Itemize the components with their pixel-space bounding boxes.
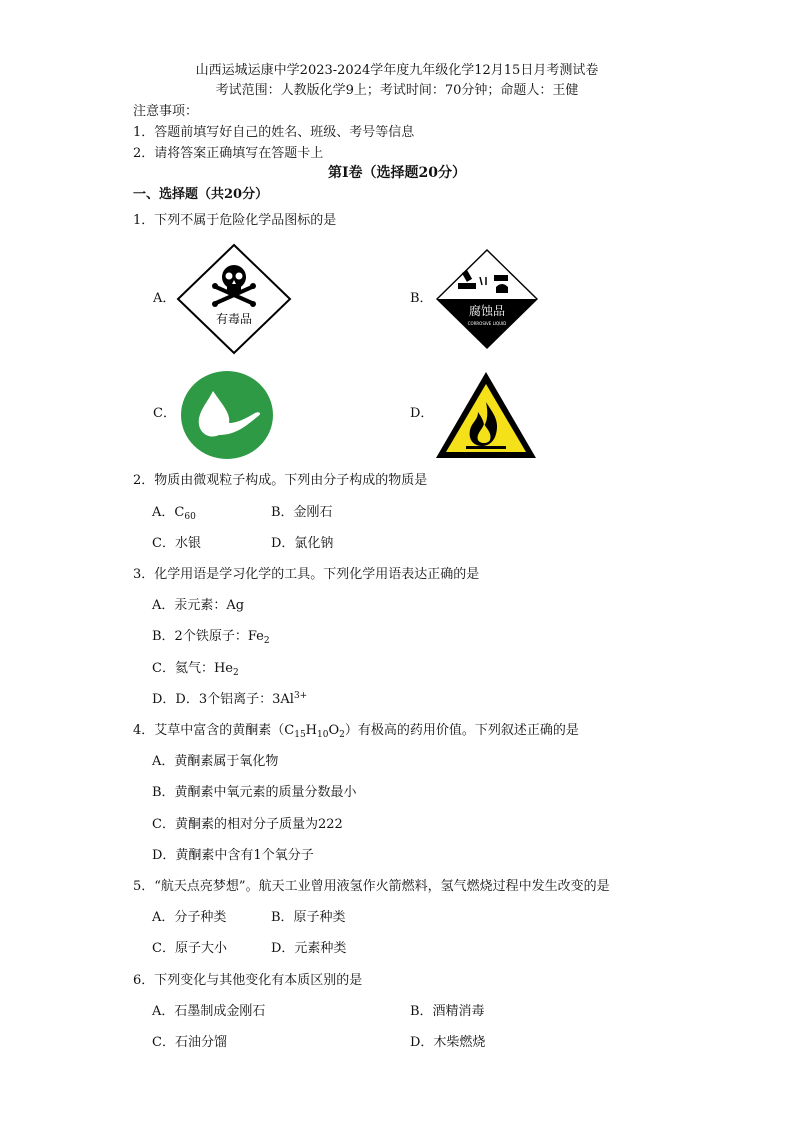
q3-option-b: B．2个铁原子：$Fe_2$ xyxy=(152,629,270,646)
q1-option-a-label: A． xyxy=(153,291,176,306)
q4-option-a: A．黄酮素属于氧化物 xyxy=(152,754,279,769)
q4-stem: 4．艾草中富含的黄酮素$(C_{15}H_{10}O_2)$有极高的药用价值。下列叙述正确的是 xyxy=(133,723,579,740)
q6-stem: 6．下列变化与其他变化有本质区别的是 xyxy=(133,973,363,988)
q4-option-b: B．黄酮素中氧元素的质量分数最小 xyxy=(152,785,357,800)
flammable-triangle-icon xyxy=(434,370,538,460)
q2-option-a: A．$C_{60}$ xyxy=(152,505,196,522)
q1-option-c-label: C． xyxy=(153,406,176,421)
toxic-label: 有毒品 xyxy=(215,312,253,326)
corrosive-sublabel: CORROSIVE LIQUID xyxy=(467,321,507,326)
corrosive-diamond-icon xyxy=(434,247,540,351)
q4-option-d: D．黄酮素中含有1个氧分子 xyxy=(152,848,314,863)
q5-option-b: B．原子种类 xyxy=(271,910,346,925)
q6-option-c: C．石油分馏 xyxy=(152,1035,227,1050)
q1-stem: 1．下列不属于危险化学品图标的是 xyxy=(133,213,337,228)
q3-option-c: C．氦气：$He_2$ xyxy=(152,661,239,678)
q6-option-d: D．木柴燃烧 xyxy=(410,1035,486,1050)
q1-option-b-label: B． xyxy=(410,291,433,306)
note-1: 1．答题前填写好自己的姓名、班级、考号等信息 xyxy=(133,125,415,140)
q3-stem: 3．化学用语是学习化学的工具。下列化学用语表达正确的是 xyxy=(133,567,480,582)
exam-info: 考试范围：人教版化学9上；考试时间：70分钟；命题人：王健 xyxy=(215,83,579,98)
q6-option-a: A．石墨制成金刚石 xyxy=(152,1004,266,1019)
q2-option-d: D．氯化钠 xyxy=(271,536,334,551)
q6-option-b: B．酒精消毒 xyxy=(410,1004,485,1019)
q4-option-c: C．黄酮素的相对分子质量为222 xyxy=(152,817,343,832)
q1-option-d-label: D． xyxy=(410,406,434,421)
q2-option-b: B．金刚石 xyxy=(271,505,333,520)
corrosive-label: 腐蚀品 xyxy=(468,304,506,318)
q2-option-c: C．水银 xyxy=(152,536,201,551)
volume-title: 第I卷（选择题20分） xyxy=(327,165,467,181)
note-2: 2．请将答案正确填写在答题卡上 xyxy=(133,146,324,161)
q3-option-d: D．D．3个铝离子：$3Al^{3+}$ xyxy=(152,691,308,707)
q5-option-d: D．元素种类 xyxy=(271,941,347,956)
part-title: 一、选择题（共20分） xyxy=(133,187,269,202)
q3-option-a: A．汞元素：Ag xyxy=(152,598,245,613)
q5-option-c: C．原子大小 xyxy=(152,941,227,956)
exam-title: 山西运城运康中学2023-2024学年度九年级化学12月15日月考测试卷 xyxy=(195,63,599,78)
q5-option-a: A．分子种类 xyxy=(152,910,227,925)
notes-title: 注意事项： xyxy=(133,104,199,119)
toxic-diamond-icon xyxy=(176,243,292,355)
q5-stem: 5．“航天点亮梦想”。航天工业曾用液氢作火箭燃料，氢气燃烧过程中发生改变的是 xyxy=(133,879,610,894)
green-water-drop-icon xyxy=(179,369,275,461)
q2-stem: 2．物质由微观粒子构成。下列由分子构成的物质是 xyxy=(133,473,428,488)
